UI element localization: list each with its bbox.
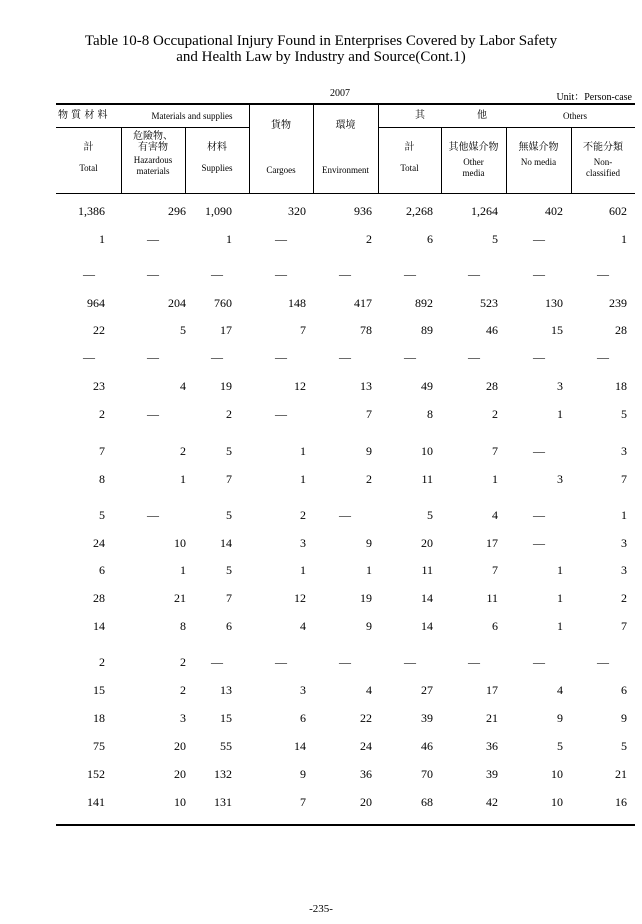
table-cell: 130	[545, 296, 563, 310]
table-cell: —	[275, 350, 287, 364]
table-cell: 46	[486, 323, 498, 337]
table-cell: 3	[621, 444, 627, 458]
table-row	[56, 203, 635, 219]
table-cell: 2,268	[406, 204, 433, 218]
table-cell: 68	[421, 795, 433, 809]
table-cell: —	[275, 655, 287, 669]
table-cell: 14	[220, 536, 232, 550]
table-row	[56, 535, 635, 551]
year-label: 2007	[330, 88, 350, 99]
table-cell: 7	[300, 323, 306, 337]
table-cell: 2	[366, 472, 372, 486]
table-cell: 1	[366, 563, 372, 577]
materials-group-zh: 物 質 材 料	[58, 110, 108, 121]
table-cell: 22	[93, 323, 105, 337]
table-cell: 18	[93, 711, 105, 725]
table-row	[56, 322, 635, 338]
header-divider	[249, 104, 250, 194]
table-cell: 17	[486, 536, 498, 550]
table-cell: 27	[421, 683, 433, 697]
table-cell: 20	[174, 739, 186, 753]
table-cell: —	[533, 444, 545, 458]
table-cell: 7	[300, 795, 306, 809]
table-row	[56, 766, 635, 782]
table-cell: 7	[621, 619, 627, 633]
table-cell: —	[147, 407, 159, 421]
table-cell: 78	[360, 323, 372, 337]
table-cell: 49	[421, 379, 433, 393]
table-cell: 21	[615, 767, 627, 781]
table-cell: 7	[226, 591, 232, 605]
others-group-zh1: 其	[415, 110, 425, 121]
table-title-line1: Table 10-8 Occupational Injury Found in Enterprises Covered by Labor Safety	[84, 33, 558, 49]
table-cell: 9	[300, 767, 306, 781]
table-row	[56, 590, 635, 606]
header-top-rule	[56, 103, 635, 105]
table-row	[56, 443, 635, 459]
table-cell: 2	[180, 444, 186, 458]
col-header-non-classified: 不能分類 Non-classified	[583, 142, 623, 178]
table-row	[56, 295, 635, 311]
table-cell: 5	[427, 508, 433, 522]
table-row	[56, 710, 635, 726]
table-cell: —	[533, 536, 545, 550]
materials-subrule	[56, 127, 249, 128]
table-cell: 936	[354, 204, 372, 218]
table-cell: —	[147, 508, 159, 522]
table-cell: 1	[99, 232, 105, 246]
table-cell: 14	[421, 619, 433, 633]
table-cell: 320	[288, 204, 306, 218]
table-row	[56, 378, 635, 394]
table-cell: 7	[621, 472, 627, 486]
table-cell: 2	[492, 407, 498, 421]
table-cell: 152	[87, 767, 105, 781]
table-cell: 16	[615, 795, 627, 809]
col-header-cargoes: Cargoes	[266, 165, 296, 175]
table-cell: 1	[557, 407, 563, 421]
table-cell: 6	[492, 619, 498, 633]
table-row	[56, 618, 635, 634]
table-row	[56, 654, 635, 670]
table-cell: —	[211, 655, 223, 669]
table-cell: 19	[220, 379, 232, 393]
table-cell: 15	[551, 323, 563, 337]
table-cell: 20	[174, 767, 186, 781]
table-cell: 148	[288, 296, 306, 310]
table-cell: —	[339, 267, 351, 281]
table-cell: 18	[615, 379, 627, 393]
table-cell: —	[147, 232, 159, 246]
table-cell: 42	[486, 795, 498, 809]
table-cell: 9	[557, 711, 563, 725]
table-cell: 39	[486, 767, 498, 781]
table-cell: 1	[226, 232, 232, 246]
table-cell: 3	[557, 472, 563, 486]
col-header-environment: Environment	[322, 165, 369, 175]
table-cell: 10	[421, 444, 433, 458]
table-cell: 1	[557, 563, 563, 577]
table-cell: 46	[421, 739, 433, 753]
table-cell: 417	[354, 296, 372, 310]
table-cell: 8	[180, 619, 186, 633]
table-cell: 3	[557, 379, 563, 393]
table-cell: 2	[300, 508, 306, 522]
table-cell: 239	[609, 296, 627, 310]
table-cell: 7	[492, 563, 498, 577]
table-cell: 4	[492, 508, 498, 522]
table-cell: 14	[421, 591, 433, 605]
table-cell: —	[533, 655, 545, 669]
table-cell: 75	[93, 739, 105, 753]
table-row	[56, 471, 635, 487]
table-cell: 523	[480, 296, 498, 310]
table-cell: 10	[174, 536, 186, 550]
table-cell: 9	[366, 619, 372, 633]
unit-label: Unit：Person-case	[556, 92, 632, 103]
table-row	[56, 406, 635, 422]
table-cell: —	[211, 267, 223, 281]
table-cell: 132	[214, 767, 232, 781]
table-cell: 141	[87, 795, 105, 809]
table-cell: 21	[486, 711, 498, 725]
table-cell: 6	[621, 683, 627, 697]
table-row	[56, 682, 635, 698]
header-bottom-rule	[56, 193, 635, 194]
table-cell: 12	[294, 591, 306, 605]
table-cell: —	[275, 407, 287, 421]
table-cell: —	[339, 350, 351, 364]
table-cell: 8	[99, 472, 105, 486]
col-header-total-materials: 計 Total	[79, 142, 98, 173]
table-cell: 8	[427, 407, 433, 421]
table-cell: 14	[93, 619, 105, 633]
table-cell: —	[533, 350, 545, 364]
table-cell: 20	[360, 795, 372, 809]
table-cell: 2	[99, 655, 105, 669]
table-row	[56, 349, 635, 365]
table-cell: 5	[226, 508, 232, 522]
table-cell: 14	[294, 739, 306, 753]
col-header-hazardous: 危險物、有害物 Hazardous materials	[133, 131, 173, 176]
table-cell: 1	[621, 508, 627, 522]
table-cell: 6	[226, 619, 232, 633]
table-cell: 9	[366, 444, 372, 458]
environment-group-zh: 環境	[335, 120, 356, 131]
others-group-zh2: 他	[477, 110, 487, 121]
table-cell: 4	[366, 683, 372, 697]
table-cell: 131	[214, 795, 232, 809]
table-cell: 12	[294, 379, 306, 393]
table-cell: 2	[99, 407, 105, 421]
table-cell: 3	[180, 711, 186, 725]
table-cell: 28	[486, 379, 498, 393]
table-cell: 13	[220, 683, 232, 697]
table-cell: 28	[615, 323, 627, 337]
table-row	[56, 738, 635, 754]
table-cell: 6	[99, 563, 105, 577]
table-cell: 17	[486, 683, 498, 697]
table-row	[56, 231, 635, 247]
col-header-total-others: 計 Total	[400, 142, 419, 173]
table-cell: 24	[93, 536, 105, 550]
table-cell: 10	[174, 795, 186, 809]
table-cell: 1	[180, 472, 186, 486]
table-cell: 296	[168, 204, 186, 218]
table-cell: 7	[99, 444, 105, 458]
table-cell: 10	[551, 767, 563, 781]
table-title-line2: and Health Law by Industry and Source(Cont.1)	[176, 49, 466, 65]
table-cell: 39	[421, 711, 433, 725]
col-header-supplies: 材料 Supplies	[201, 142, 233, 173]
table-cell: 15	[93, 683, 105, 697]
cargoes-group-zh: 貨物	[271, 120, 291, 131]
table-cell: 11	[421, 563, 433, 577]
table-cell: 20	[421, 536, 433, 550]
table-cell: 89	[421, 323, 433, 337]
table-cell: 1	[557, 619, 563, 633]
col-header-other-media: 其他媒介物 Other media	[448, 142, 499, 178]
table-cell: —	[339, 508, 351, 522]
table-cell: 1	[300, 472, 306, 486]
table-cell: 7	[226, 472, 232, 486]
table-bottom-rule	[56, 824, 635, 826]
table-cell: 2	[226, 407, 232, 421]
table-cell: 5	[180, 323, 186, 337]
table-cell: —	[83, 350, 95, 364]
table-row	[56, 507, 635, 523]
page-number: -235-	[309, 903, 333, 915]
table-cell: 36	[486, 739, 498, 753]
table-cell: 11	[486, 591, 498, 605]
table-cell: 4	[557, 683, 563, 697]
table-cell: —	[275, 232, 287, 246]
table-cell: —	[404, 267, 416, 281]
table-cell: 70	[421, 767, 433, 781]
table-cell: 11	[421, 472, 433, 486]
table-cell: 5	[99, 508, 105, 522]
table-cell: —	[597, 267, 609, 281]
table-row	[56, 562, 635, 578]
materials-group-en: Materials and supplies	[151, 111, 233, 121]
table-cell: 23	[93, 379, 105, 393]
table-cell: 55	[220, 739, 232, 753]
col-header-no-media: 無媒介物 No media	[518, 142, 559, 167]
table-cell: 2	[180, 683, 186, 697]
table-cell: —	[404, 655, 416, 669]
table-cell: 1	[180, 563, 186, 577]
table-cell: 5	[621, 407, 627, 421]
table-cell: 1,090	[205, 204, 232, 218]
table-cell: 1	[300, 563, 306, 577]
table-cell: —	[533, 267, 545, 281]
table-cell: —	[533, 232, 545, 246]
table-cell: 19	[360, 591, 372, 605]
table-cell: 1,386	[78, 204, 105, 218]
table-cell: 9	[621, 711, 627, 725]
table-cell: —	[597, 655, 609, 669]
table-cell: 1,264	[471, 204, 498, 218]
table-cell: —	[597, 350, 609, 364]
table-cell: 1	[557, 591, 563, 605]
table-cell: 402	[545, 204, 563, 218]
table-cell: 10	[551, 795, 563, 809]
table-cell: —	[468, 267, 480, 281]
table-cell: 1	[300, 444, 306, 458]
table-cell: —	[339, 655, 351, 669]
table-cell: 17	[220, 323, 232, 337]
table-cell: 3	[621, 563, 627, 577]
table-cell: 5	[226, 444, 232, 458]
table-cell: 5	[621, 739, 627, 753]
table-cell: 9	[366, 536, 372, 550]
table-cell: 4	[300, 619, 306, 633]
table-cell: 4	[180, 379, 186, 393]
table-cell: 7	[492, 444, 498, 458]
others-group-en: Others	[563, 111, 587, 121]
table-cell: 2	[180, 655, 186, 669]
table-cell: 13	[360, 379, 372, 393]
header-divider	[313, 104, 314, 194]
table-cell: 1	[621, 232, 627, 246]
table-cell: 2	[621, 591, 627, 605]
table-cell: 3	[621, 536, 627, 550]
table-cell: 28	[93, 591, 105, 605]
table-cell: 3	[300, 536, 306, 550]
table-cell: 5	[226, 563, 232, 577]
table-cell: —	[147, 267, 159, 281]
table-cell: 6	[300, 711, 306, 725]
table-cell: —	[404, 350, 416, 364]
table-cell: 964	[87, 296, 105, 310]
table-cell: 5	[492, 232, 498, 246]
table-cell: —	[147, 350, 159, 364]
table-cell: 24	[360, 739, 372, 753]
table-cell: 22	[360, 711, 372, 725]
table-cell: 760	[214, 296, 232, 310]
table-cell: 5	[557, 739, 563, 753]
table-cell: 602	[609, 204, 627, 218]
table-cell: 21	[174, 591, 186, 605]
table-cell: 2	[366, 232, 372, 246]
table-cell: 1	[492, 472, 498, 486]
table-cell: 3	[300, 683, 306, 697]
table-cell: 6	[427, 232, 433, 246]
table-cell: —	[533, 508, 545, 522]
table-cell: 36	[360, 767, 372, 781]
table-row	[56, 266, 635, 282]
table-cell: —	[275, 267, 287, 281]
table-row	[56, 794, 635, 810]
table-cell: 204	[168, 296, 186, 310]
table-cell: 15	[220, 711, 232, 725]
table-cell: —	[468, 655, 480, 669]
table-cell: —	[468, 350, 480, 364]
table-cell: —	[211, 350, 223, 364]
table-cell: 892	[415, 296, 433, 310]
table-cell: 7	[366, 407, 372, 421]
table-cell: —	[83, 267, 95, 281]
